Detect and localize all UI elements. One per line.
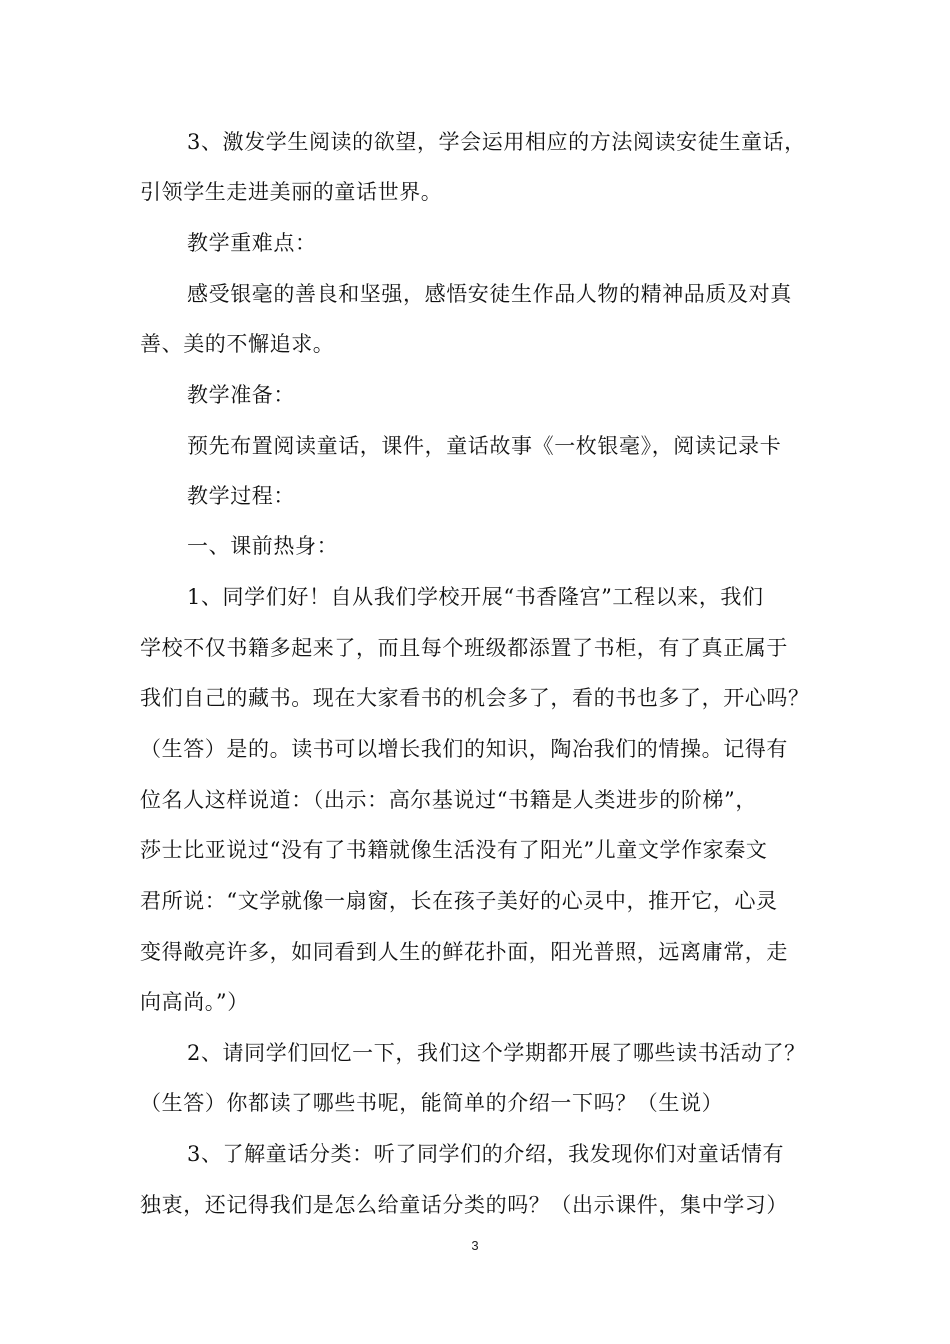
section-heading: 教学重难点： [187, 231, 317, 255]
text-line: 独衷，还记得我们是怎么给童话分类的吗？（出示课件，集中学习） [140, 1193, 788, 1217]
text-line: （生答）是的。读书可以增长我们的知识，陶冶我们的情操。记得有 [140, 737, 788, 761]
text-line: 感受银毫的善良和坚强，感悟安徒生作品人物的精神品质及对真 [187, 282, 792, 306]
text-line: 善、美的不懈追求。 [140, 332, 335, 356]
text-line: 3、激发学生阅读的欲望，学会运用相应的方法阅读安徒生童话， [187, 130, 806, 154]
text-line: 我们自己的藏书。现在大家看书的机会多了，看的书也多了，开心吗？ [140, 686, 810, 710]
text-line: 引领学生走进美丽的童话世界。 [140, 180, 443, 204]
text-line: 1、同学们好！自从我们学校开展“书香隆宫”工程以来，我们 [187, 585, 764, 609]
text-line: 学校不仅书籍多起来了，而且每个班级都添置了书柜，有了真正属于 [140, 636, 788, 660]
page-number: 3 [471, 1238, 479, 1253]
text-line: 君所说：“文学就像一扇窗，长在孩子美好的心灵中，推开它，心灵 [140, 889, 778, 913]
section-heading: 一、课前热身： [187, 534, 339, 558]
text-line: 向高尚。”） [140, 990, 249, 1014]
section-heading: 教学过程： [187, 484, 295, 508]
text-line: （生答）你都读了哪些书呢，能简单的介绍一下吗？（生说） [140, 1091, 724, 1115]
section-heading: 教学准备： [187, 383, 295, 407]
text-line: 位名人这样说道：（出示：高尔基说过“书籍是人类进步的阶梯”， [140, 788, 757, 812]
text-line: 2、请同学们回忆一下，我们这个学期都开展了哪些读书活动了？ [187, 1041, 806, 1065]
text-line: 预先布置阅读童话，课件，童话故事《一枚银毫》，阅读记录卡 [187, 434, 782, 458]
text-line: 变得敞亮许多，如同看到人生的鲜花扑面，阳光普照，远离庸常，走 [140, 940, 788, 964]
text-line: 3、了解童话分类：听了同学们的介绍，我发现你们对童话情有 [187, 1142, 785, 1166]
text-line: 莎士比亚说过“没有了书籍就像生活没有了阳光”儿童文学作家秦文 [140, 838, 768, 862]
